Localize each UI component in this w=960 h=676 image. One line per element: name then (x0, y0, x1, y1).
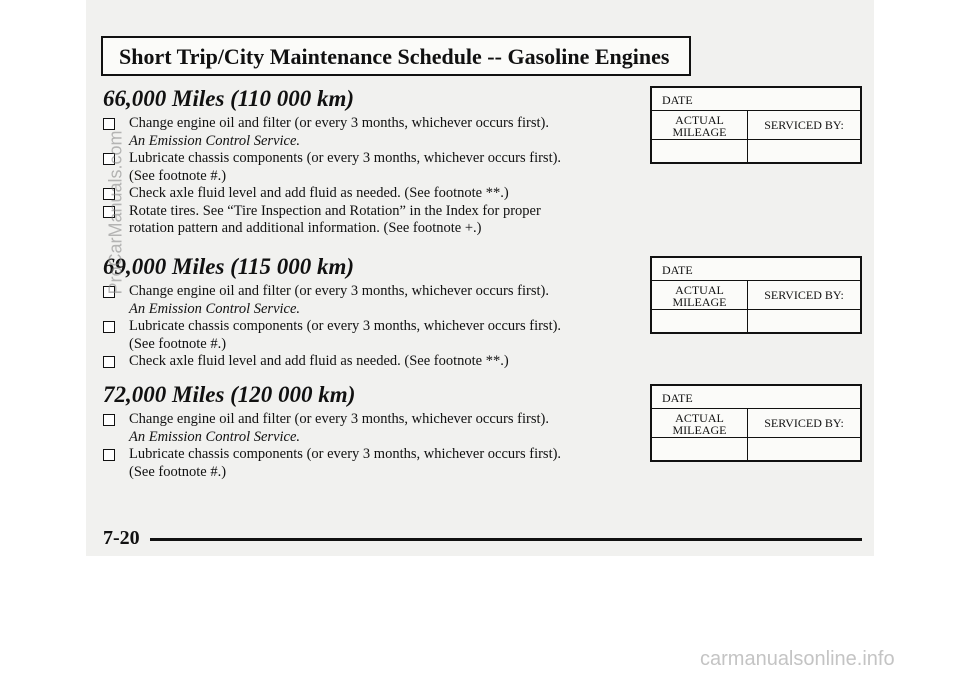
item-text: (See footnote #.) (129, 335, 227, 352)
actual-mileage-header: ACTUAL MILEAGE (652, 111, 748, 139)
section-heading: 66,000 Miles (110 000 km) (103, 86, 355, 111)
section-heading: 69,000 Miles (115 000 km) (103, 254, 355, 279)
list-item (103, 353, 633, 371)
list-item (103, 115, 633, 150)
date-field[interactable]: DATE (662, 391, 693, 405)
list-item (103, 203, 633, 238)
checkbox-icon[interactable] (103, 449, 115, 461)
list-item (103, 411, 633, 446)
item-text: Lubricate chassis components (or every 3 months, whichever occurs first). (129, 318, 562, 334)
list-item (103, 446, 633, 481)
item-text: Check axle fluid level and add fluid as needed. (See footnote **.) (129, 185, 509, 201)
section-69000 (103, 254, 633, 371)
item-note: An Emission Control Service. (129, 300, 301, 317)
section-heading: 72,000 Miles (120 000 km) (103, 382, 356, 407)
item-text: Change engine oil and filter (or every 3 months, whichever occurs first). (129, 411, 549, 427)
serviced-by-header: SERVICED BY: (764, 288, 844, 302)
checkbox-icon[interactable] (103, 321, 115, 333)
serviced-by-header: SERVICED BY: (764, 416, 844, 430)
actual-mileage-field[interactable] (652, 438, 748, 460)
item-text: (See footnote #.) (129, 167, 227, 184)
page-title: Short Trip/City Maintenance Schedule -- Gasoline Engines (119, 44, 670, 69)
page-rule (150, 538, 862, 541)
serviced-by-field[interactable] (748, 140, 860, 162)
item-text: Lubricate chassis components (or every 3 months, whichever occurs first). (129, 150, 562, 166)
item-note: An Emission Control Service. (129, 428, 301, 445)
service-record-table (650, 256, 862, 334)
list-item (103, 283, 633, 318)
checkbox-icon[interactable] (103, 356, 115, 368)
list-item (103, 318, 633, 353)
service-record-table (650, 384, 862, 462)
title-box (101, 36, 691, 76)
item-text: rotation pattern and additional information. (See footnote +.) (129, 220, 482, 236)
side-watermark: ProCarManuals.com (105, 130, 126, 295)
item-text: Change engine oil and filter (or every 3 months, whichever occurs first). (129, 115, 549, 131)
serviced-by-header: SERVICED BY: (764, 118, 844, 132)
actual-mileage-field[interactable] (652, 310, 748, 332)
actual-mileage-field[interactable] (652, 140, 748, 162)
checkbox-icon[interactable] (103, 414, 115, 426)
serviced-by-field[interactable] (748, 310, 860, 332)
section-72000 (103, 382, 633, 481)
list-item (103, 185, 633, 203)
page-number: 7-20 (103, 527, 140, 549)
section-66000 (103, 86, 633, 238)
date-field[interactable]: DATE (662, 93, 693, 107)
item-text: Rotate tires. See “Tire Inspection and Rotation” in the Index for proper (129, 202, 541, 219)
serviced-by-field[interactable] (748, 438, 860, 460)
item-note: An Emission Control Service. (129, 132, 301, 149)
item-text: Change engine oil and filter (or every 3 months, whichever occurs first). (129, 283, 549, 299)
service-record-table (650, 86, 862, 164)
list-item (103, 150, 633, 185)
date-field[interactable]: DATE (662, 263, 693, 277)
checkbox-icon[interactable] (103, 118, 115, 130)
item-text: Check axle fluid level and add fluid as needed. (See footnote **.) (129, 353, 509, 369)
bottom-watermark: carmanualsonline.info (700, 648, 895, 670)
actual-mileage-header: ACTUAL MILEAGE (652, 281, 748, 309)
item-text: (See footnote #.) (129, 463, 227, 480)
actual-mileage-header: ACTUAL MILEAGE (652, 409, 748, 437)
item-text: Lubricate chassis components (or every 3 months, whichever occurs first). (129, 446, 562, 462)
